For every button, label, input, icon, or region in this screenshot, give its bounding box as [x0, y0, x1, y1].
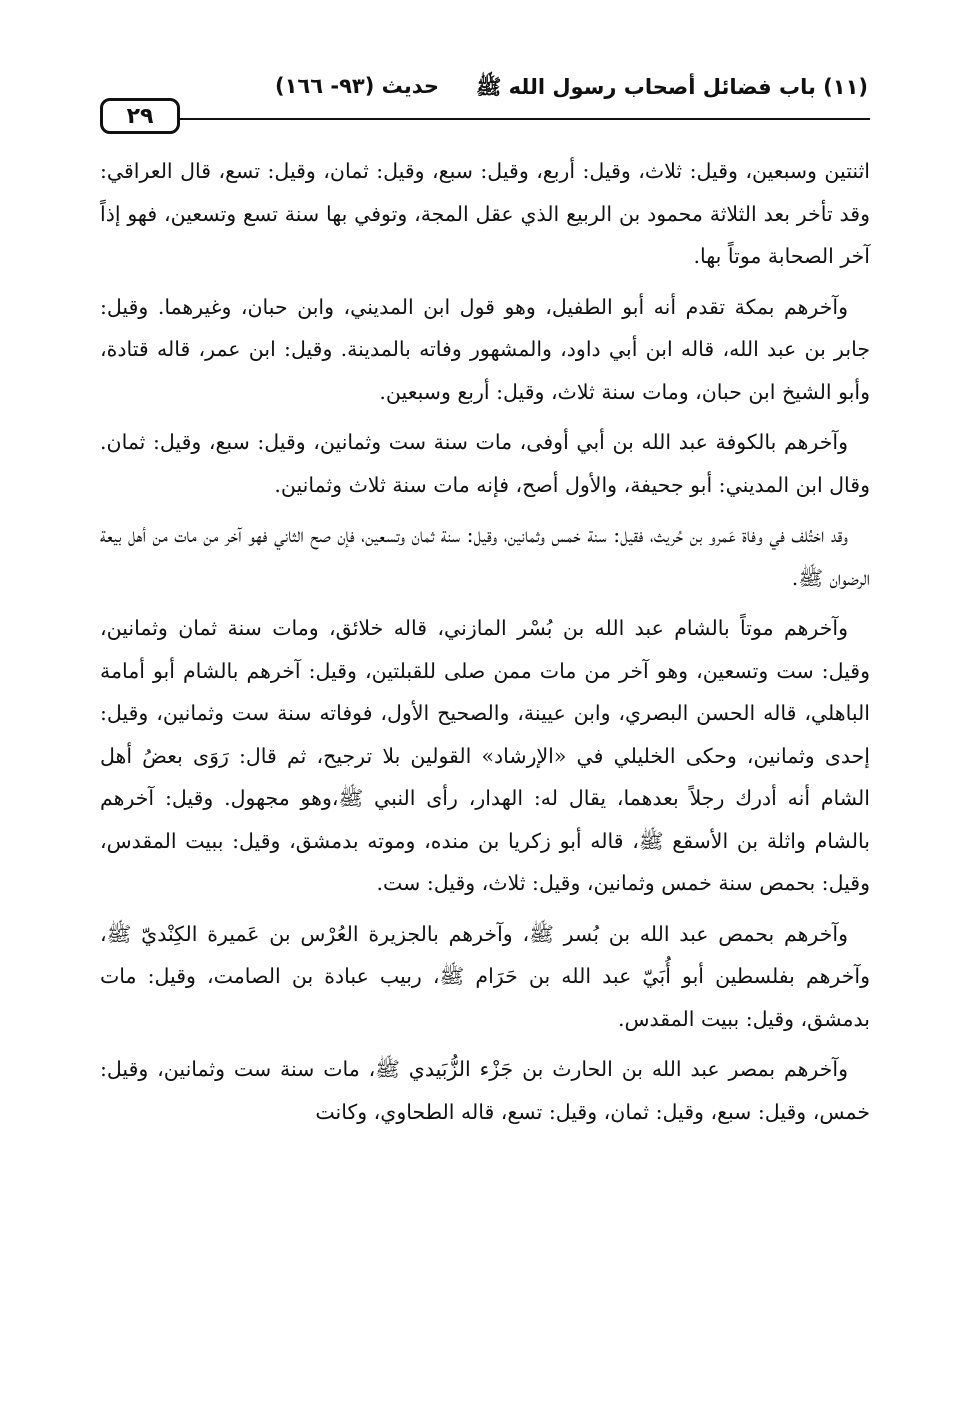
paragraph-4: وقد اختُلف في وفاة عَمرو بن حُريث، فقيل: سنة خمس وثمانين، وقيل: سنة ثمان وتسعين، فإن صح الثاني فهو آخر من مات من أهل بيعة الرضوان ﷺ.	[100, 523, 870, 590]
paragraph-7: وآخرهم بمصر عبد الله بن الحارث بن جَزْء الزُّبَيدي ﷺ، مات سنة ست وثمانين، وقيل: خمس، وقيل: سبع، وقيل: ثمان، وقيل: تسع، قاله الطحاوي، وكانت	[100, 1057, 870, 1124]
page-number: ٢٩	[100, 98, 180, 134]
hadith-range: حديث (٩٣- ١٦٦)	[274, 74, 440, 98]
body-text	[100, 150, 870, 1141]
section-title: (١١) باب فضائل أصحاب رسول الله ﷺ	[475, 75, 868, 99]
page-header	[100, 68, 870, 128]
paragraph-2: وآخرهم بمكة تقدم أنه أبو الطفيل، وهو قول ابن المديني، وابن حبان، وغيرهما. وقيل: جابر بن عبد الله، قاله ابن أبي داود، والمشهور وفاته بالمدينة. وقيل: ابن عمر، قاله قتادة، وأبو الشيخ ابن حبان، ومات سنة ثلاث، وقيل: أربع وسبعين.	[100, 294, 870, 404]
header-rule	[166, 118, 870, 120]
paragraph-5: وآخرهم موتاً بالشام عبد الله بن بُسْر المازني، قاله خلائق، ومات سنة ثمان وثمانين، وقيل: ست وتسعين، وهو آخر من مات ممن صلى للقبلتين، وقيل: آخرهم بالشام أبو أمامة الباهلي، قاله الحسن البصري، وابن عيينة، والصحيح الأول، فوفاته سنة ست وثمانين، وقيل: إحدى وثمانين، وحكى الخليلي في «الإرشاد» القولين بلا ترجيح، ثم قال: رَوَى بعضُ أهل الشام أنه أدرك رجلاً بعدهما، يقال له: الهدار، رأى النبي ﷺ،وهو مجهول. وقيل: آخرهم بالشام واثلة بن الأسقع ﷺ، قاله أبو زكريا بن منده، وموته بدمشق، وقيل: ببيت المقدس، وقيل: بحمص سنة خمس وثمانين، وقيل: ثلاث، وقيل: ست.	[100, 616, 870, 895]
paragraph-1: اثنتين وسبعين، وقيل: ثلاث، وقيل: أربع، وقيل: سبع، وقيل: ثمان، وقيل: تسع، قال العراقي: وقد تأخر بعد الثلاثة محمود بن الربيع الذي عقل المجة، وتوفي بها سنة تسع وتسعين، فهو إذاً آخر الصحابة موتاً بها.	[100, 159, 870, 268]
paragraph-6: وآخرهم بحمص عبد الله بن بُسر ﷺ، وآخرهم بالجزيرة العُرْس بن عَميرة الكِنْديّ ﷺ، وآخرهم بفلسطين أبو أُبَيّ عبد الله بن حَرَام ﷺ، ربيب عبادة بن الصامت، وقيل: مات بدمشق، وقيل: ببيت المقدس.	[100, 921, 870, 1031]
paragraph-3: وآخرهم بالكوفة عبد الله بن أبي أوفى، مات سنة ست وثمانين، وقيل: سبع، وقيل: ثمان. وقال ابن المديني: أبو جحيفة، والأول أصح، فإنه مات سنة ثلاث وثمانين.	[100, 430, 870, 497]
